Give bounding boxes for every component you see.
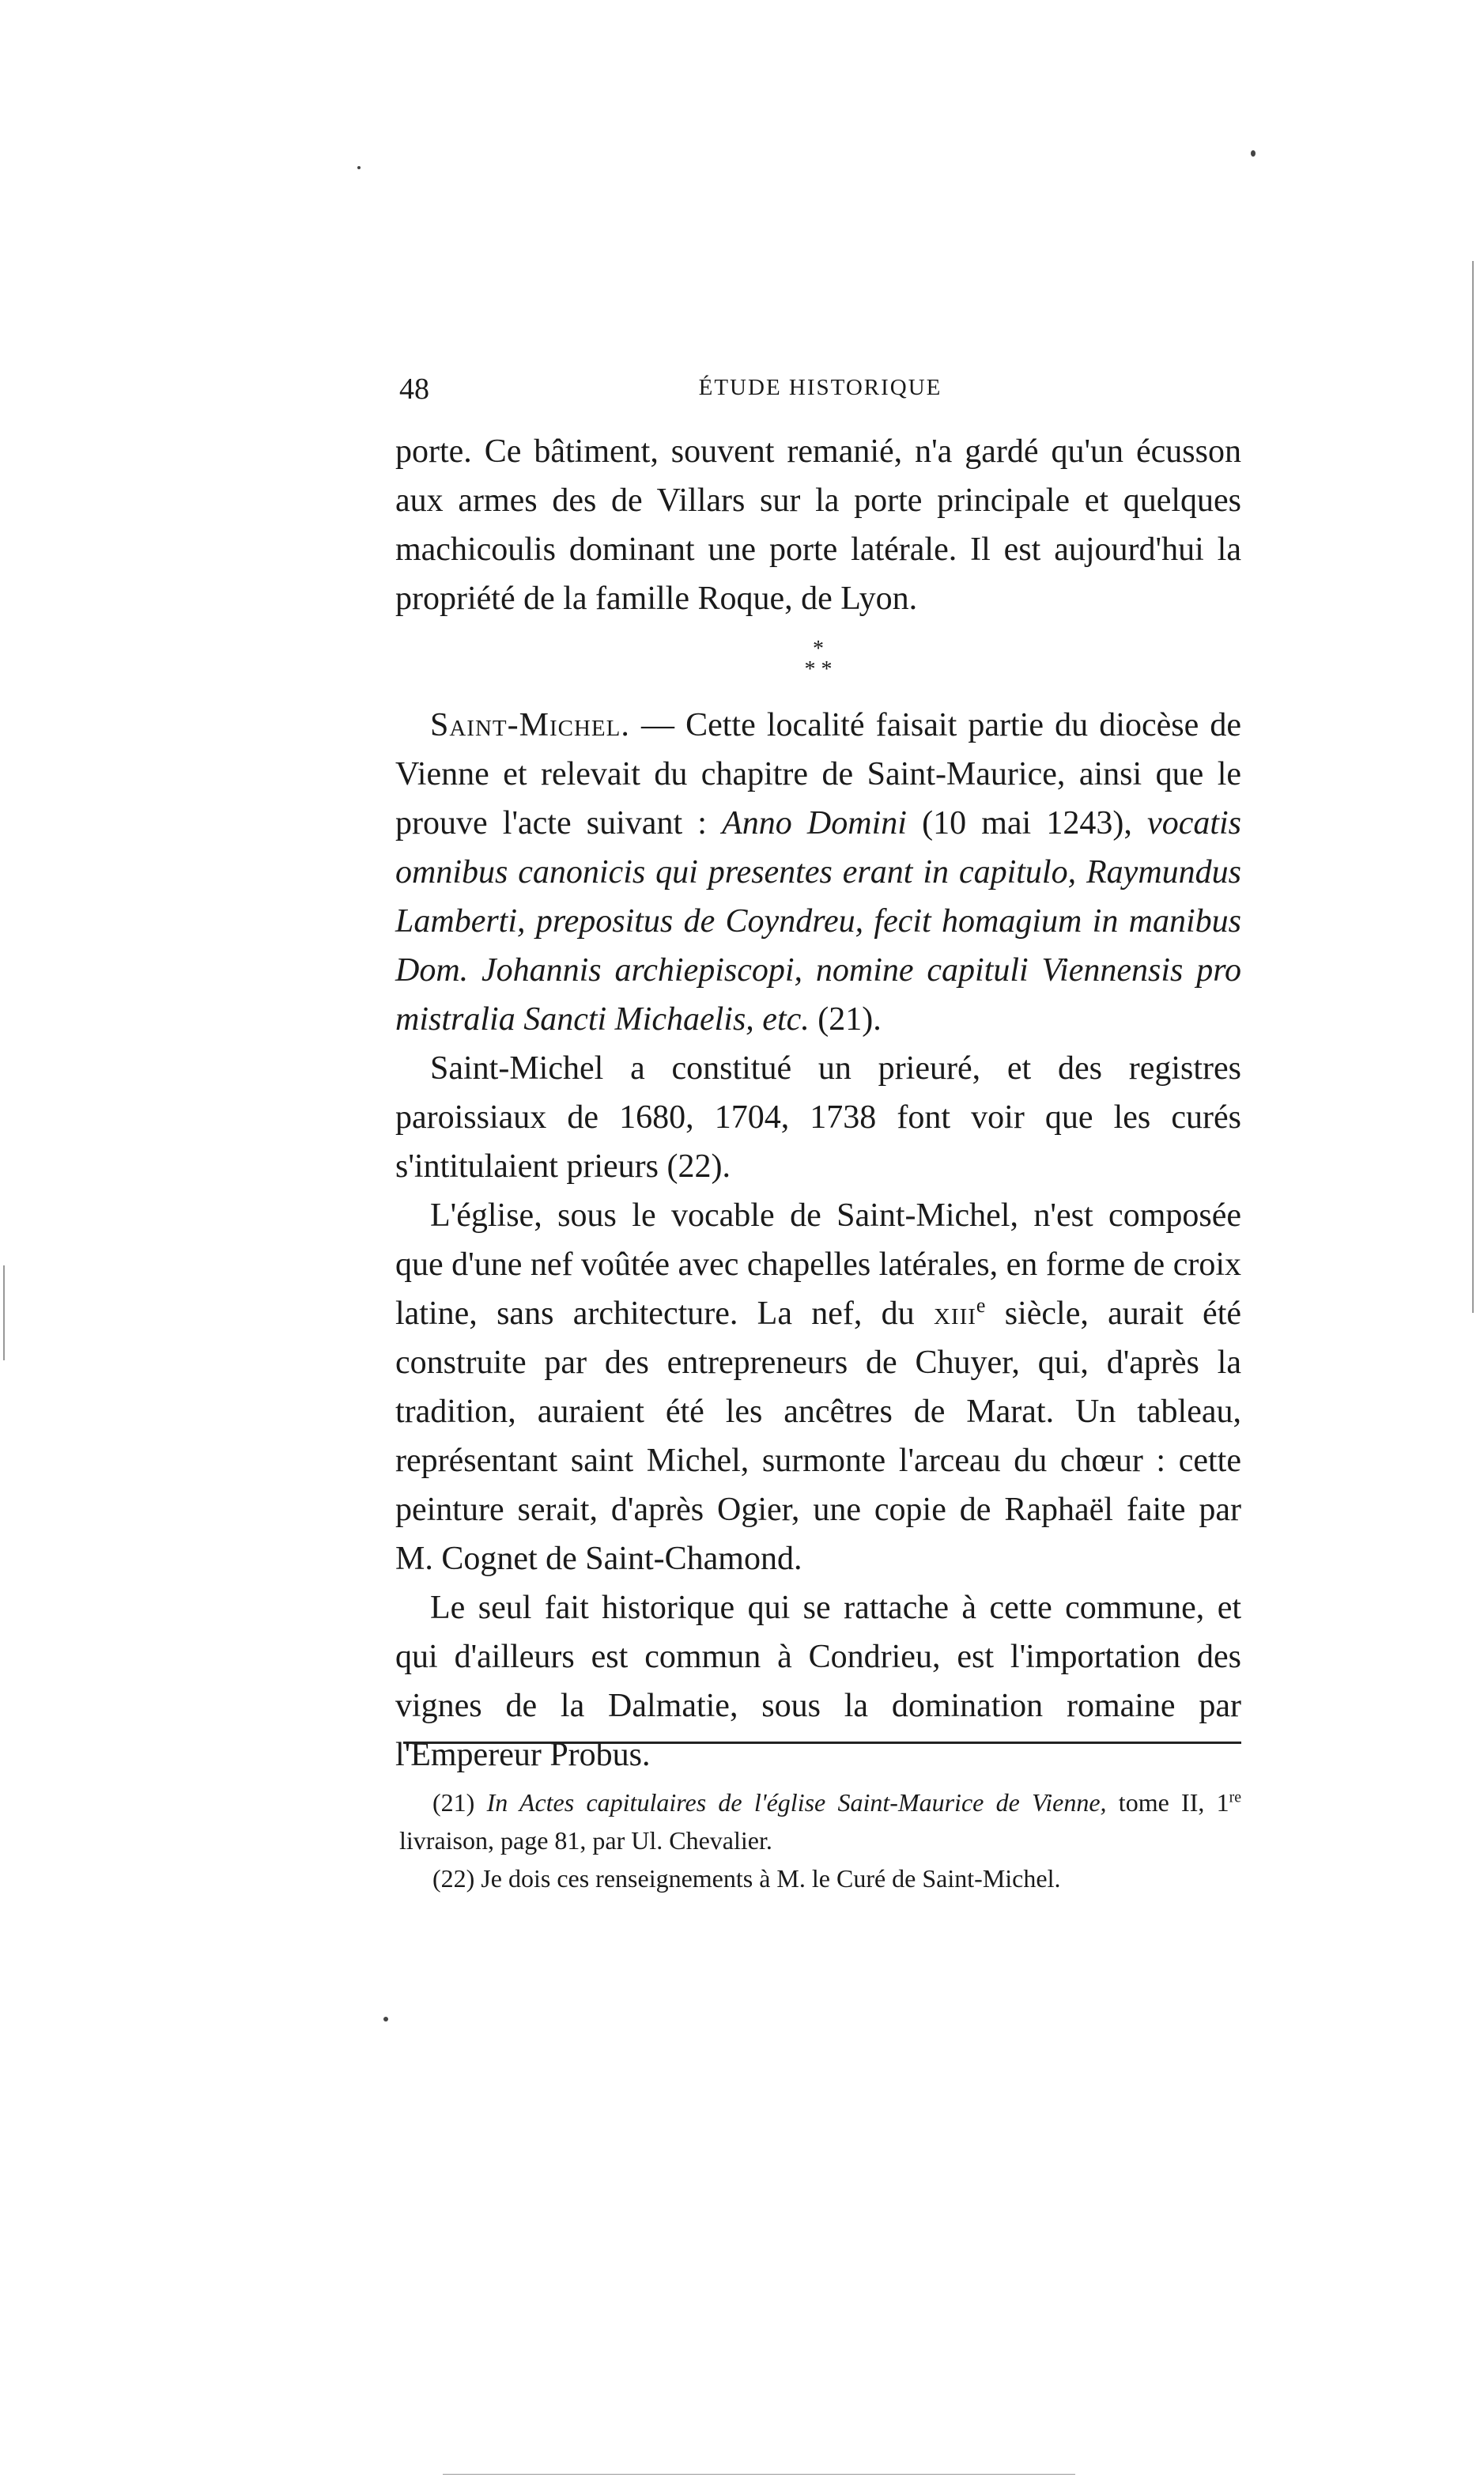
footnote-text: livraison, page 81, par Ul. Chevalier. — [399, 1826, 772, 1855]
footnote-citation: In Actes capitulaires de l'église Saint-Maurice de Vienne, — [486, 1788, 1107, 1817]
page-header — [399, 372, 1241, 419]
paragraph-prieure: Saint-Michel a constitué un prieuré, et des registres paroissiaux de 1680, 1704, 1738 font voir que les curés s'intitulaient prieurs (22). — [395, 1050, 1241, 1185]
footnotes — [399, 1783, 1241, 1897]
section-lead: Saint-Michel. — [430, 707, 630, 743]
asterism — [395, 639, 1241, 680]
asterism-bottom: * * — [804, 657, 833, 682]
body-text — [395, 427, 1241, 1779]
scan-speck — [1251, 150, 1256, 157]
paragraph-continuation: porte. Ce bâtiment, souvent remanié, n'a gardé qu'un écusson aux armes des de Villars sur la porte principale et quelques machicoulis dominant une porte latérale. Il est aujourd'hui la propriété de la famille Roque, de Lyon. — [395, 433, 1241, 617]
footnote-number: (22) — [432, 1864, 475, 1893]
scan-edge-line — [443, 2474, 1075, 2475]
page-number: 48 — [399, 373, 429, 406]
century-superscript: e — [976, 1294, 986, 1317]
paragraph-text: siècle, aurait été construite par des entrepreneurs de Chuyer, qui, d'après la tradition, auraient été les ancêtres de Marat. Un tableau, représentant saint Michel, surmonte l'arceau du chœur : cette peinture serait, d'après Ogier, une copie de Raphaël faite par M. Cognet de Saint-Chamond. — [395, 1295, 1242, 1577]
paragraph-text: (10 mai 1243), — [906, 805, 1148, 841]
footnote-reference: (21). — [809, 1001, 882, 1038]
paragraph-eglise — [395, 1191, 1241, 1583]
footnote-ordinal-sup: re — [1229, 1788, 1242, 1806]
footnote-number: (21) — [432, 1788, 475, 1817]
footnote-21 — [399, 1783, 1241, 1859]
footnote-text: tome II, — [1106, 1788, 1217, 1817]
paragraph-text: L'église, sous le vocable de Saint-Michel, n'est composée que d'une nef voûtée avec chapelles latérales, en forme de croix latine, sans architecture. La nef, du — [395, 1197, 1241, 1332]
scan-speck — [383, 2017, 388, 2021]
scan-speck — [357, 166, 361, 169]
paragraph-fait-historique: Le seul fait historique qui se rattache à cette commune, et qui d'ailleurs est commun à Condrieu, est l'importation des vignes de la Dalmatie, sous la domination romaine par l'Empereur Probus. — [395, 1590, 1241, 1773]
footnote-rule — [403, 1742, 1241, 1744]
century-numeral: xiii — [933, 1295, 976, 1332]
paragraph-text: — Cette localité faisait partie du diocèse de Vienne et relevait du chapitre de Saint-Maurice, ainsi que le prouve l'acte suivant : — [395, 707, 1241, 841]
footnote-ordinal: 1 — [1216, 1788, 1229, 1817]
footnote-22 — [399, 1859, 1241, 1897]
latin-quotation: vocatis omnibus canonicis qui presentes erant in capitulo, Raymundus Lamberti, prepositus de Coyndreu, fecit homagium in manibus Dom. Johannis archiepiscopi, nomine capituli Viennensis pro mistralia Sancti Michaelis, etc. — [395, 805, 1242, 1038]
footnote-text: Je dois ces renseignements à M. le Curé de Saint-Michel. — [474, 1864, 1061, 1893]
latin-phrase: Anno Domini — [722, 805, 907, 841]
running-head: ÉTUDE HISTORIQUE — [698, 375, 942, 400]
paragraph-saint-michel — [395, 701, 1241, 1044]
scan-edge-line — [3, 1265, 5, 1360]
asterism-top: * — [813, 637, 824, 661]
scan-edge-line — [1472, 261, 1474, 1313]
